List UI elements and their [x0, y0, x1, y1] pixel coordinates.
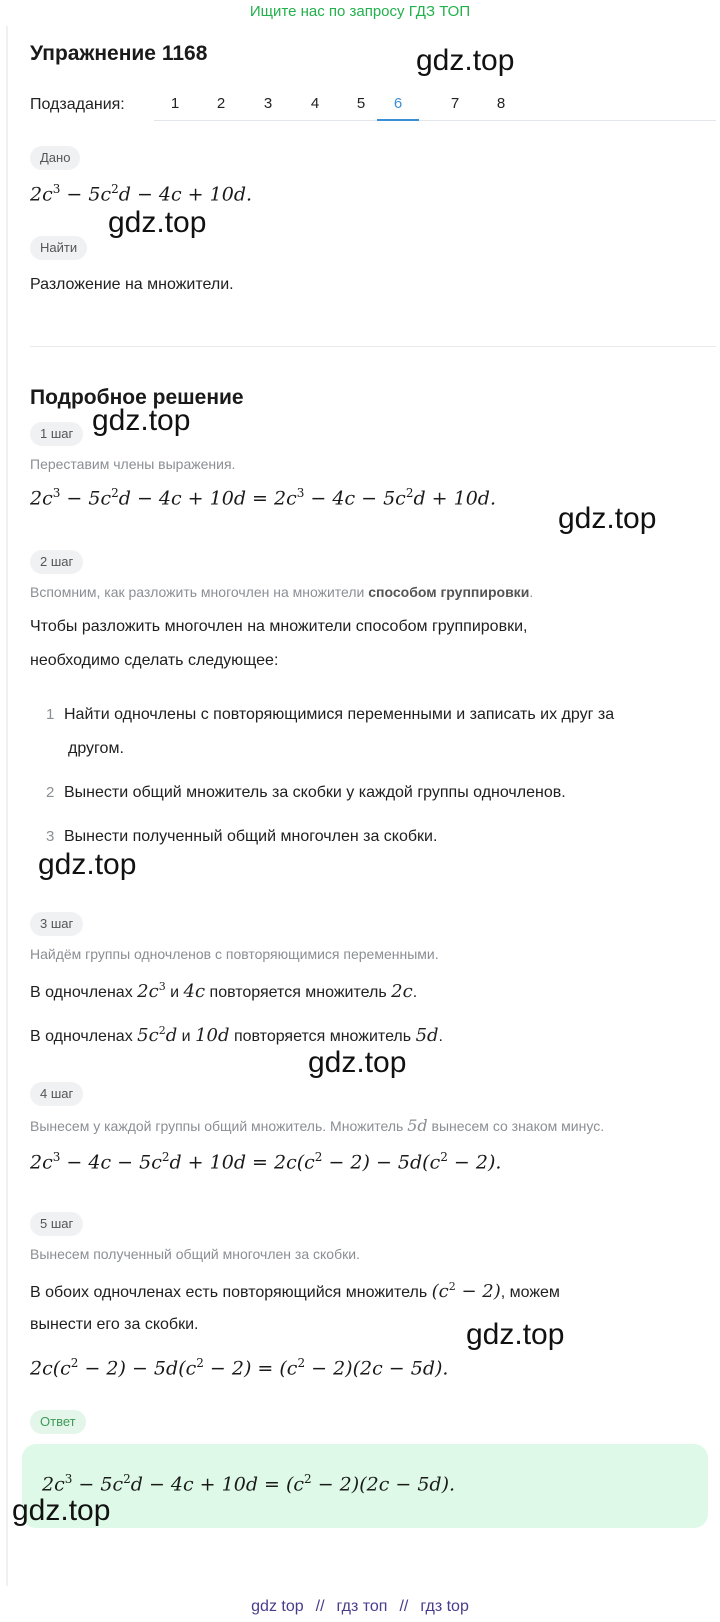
- find-text: Разложение на множители.: [30, 276, 234, 293]
- footer-link[interactable]: гдз топ: [336, 1598, 388, 1615]
- step-1-hint: Переставим члены выражения.: [30, 456, 236, 472]
- step-2-text-2: необходимо сделать следующее:: [30, 652, 279, 669]
- tab-4[interactable]: 4: [310, 95, 320, 112]
- top-banner[interactable]: Ищите нас по запросу ГДЗ ТОП: [249, 3, 471, 20]
- step-3-chip: 3 шаг: [30, 912, 83, 936]
- footer-link[interactable]: gdz top: [251, 1598, 304, 1615]
- watermark: gdz.top: [558, 502, 657, 535]
- answer-box: [22, 1444, 708, 1528]
- tab-5[interactable]: 5: [356, 95, 366, 112]
- step-1-equation: $2c^3 - 5c^2d - 4c + 10d = 2c^3 - 4c - 5c^2d + 10d$.: [30, 486, 497, 510]
- given-expression: $2c^3 - 5c^2d - 4c + 10d$.: [30, 182, 253, 206]
- list-number: 1: [46, 706, 55, 723]
- tab-3[interactable]: 3: [263, 95, 273, 112]
- footer-links: [0, 1598, 720, 1616]
- step-5-chip: 5 шаг: [30, 1212, 83, 1236]
- step-3-line-2: В одночленах $5c^2d$ и 10d повторяется множитель 5d.: [30, 1024, 443, 1046]
- footer-separator: //: [315, 1598, 325, 1615]
- list-number: 3: [46, 828, 55, 845]
- list-number: 2: [46, 784, 55, 801]
- answer-equation: $2c^3 - 5c^2d - 4c + 10d = (c^2 - 2)(2c - 5d)$.: [42, 1472, 456, 1496]
- list-item: Вынести полученный общий многочлен за скобки.: [64, 828, 438, 845]
- footer-link[interactable]: гдз top: [420, 1598, 469, 1615]
- watermark: gdz.top: [308, 1046, 407, 1079]
- step-2-chip: 2 шаг: [30, 550, 83, 574]
- subtasks-label: Подзадания:: [30, 96, 125, 113]
- given-chip: Дано: [30, 146, 80, 170]
- footer-separator: //: [399, 1598, 409, 1615]
- step-5-text-2: вынести его за скобки.: [30, 1316, 199, 1333]
- step-5-text-1: В обоих одночленах есть повторяющийся множитель $(c^2 - 2)$, можем: [30, 1280, 560, 1302]
- find-chip: Найти: [30, 236, 87, 260]
- step-5-hint: Вынесем полученный общий многочлен за скобки.: [30, 1246, 360, 1262]
- tab-2[interactable]: 2: [216, 95, 226, 112]
- answer-chip: Ответ: [30, 1410, 86, 1434]
- step-4-hint: Вынесем у каждой группы общий множитель. Множитель 5d вынесем со знаком минус.: [30, 1116, 605, 1135]
- exercise-card: [6, 26, 720, 1586]
- step-3-line-1: В одночленах $2c^3$ и 4c повторяется множитель 2c.: [30, 980, 418, 1002]
- step-1-chip: 1 шаг: [30, 422, 83, 446]
- step-4-equation: $2c^3 - 4c - 5c^2d + 10d = 2c(c^2 - 2) - 5d(c^2 - 2)$.: [30, 1150, 502, 1174]
- step-5-equation: $2c(c^2 - 2) - 5d(c^2 - 2) = (c^2 - 2)(2c - 5d)$.: [30, 1356, 449, 1380]
- watermark: gdz.top: [416, 44, 515, 77]
- list-item: Найти одночлены с повторяющимися переменными и записать их друг за: [64, 706, 615, 723]
- tab-7[interactable]: 7: [450, 95, 460, 112]
- watermark: gdz.top: [108, 206, 207, 239]
- subtask-tabs: [154, 88, 716, 121]
- watermark: gdz.top: [92, 404, 191, 437]
- tab-8[interactable]: 8: [496, 95, 506, 112]
- step-3-hint: Найдём группы одночленов с повторяющимися переменными.: [30, 946, 439, 962]
- step-2-hint: Вспомним, как разложить многочлен на множители способом группировки.: [30, 584, 534, 600]
- step-4-chip: 4 шаг: [30, 1082, 83, 1106]
- list-item-continued: другом.: [68, 740, 124, 757]
- list-item: Вынести общий множитель за скобки у каждой группы одночленов.: [64, 784, 566, 801]
- page-title: Упражнение 1168: [30, 42, 208, 65]
- divider: [30, 346, 716, 347]
- tab-6[interactable]: 6: [377, 88, 419, 121]
- solution-title: Подробное решение: [30, 386, 244, 409]
- watermark: gdz.top: [12, 1494, 111, 1527]
- step-2-text-1: Чтобы разложить многочлен на множители способом группировки,: [30, 618, 528, 635]
- watermark: gdz.top: [466, 1318, 565, 1351]
- tab-1[interactable]: 1: [170, 95, 180, 112]
- watermark: gdz.top: [38, 848, 137, 881]
